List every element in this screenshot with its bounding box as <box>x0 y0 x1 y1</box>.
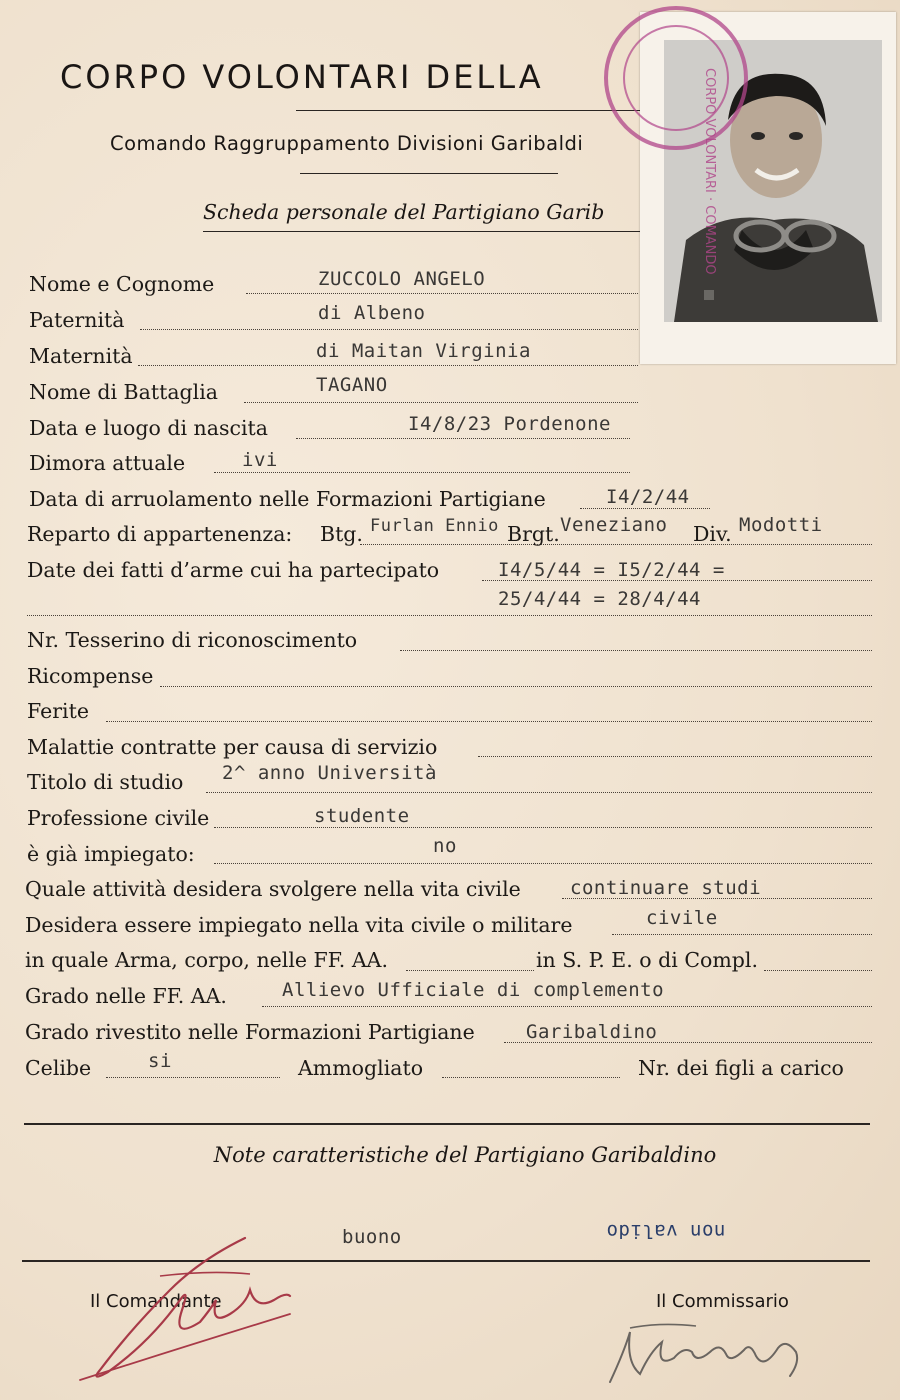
line-paternita <box>140 329 638 330</box>
label-fatti-arme: Date dei fatti d’arme cui ha partecipato <box>27 558 440 582</box>
label-arma: in quale Arma, corpo, nelle FF. AA. <box>25 948 388 972</box>
label-attivita: Quale attività desidera svolgere nella vita civile <box>25 877 521 901</box>
label-grado-partigiano: Grado rivestito nelle Formazioni Partigiane <box>25 1020 475 1044</box>
label-impiegato: è già impiegato: <box>27 842 195 866</box>
value-attivita: continuare studi <box>570 877 762 899</box>
value-impiegato: no <box>433 835 457 857</box>
line-spe <box>764 970 872 971</box>
label-ricompense: Ricompense <box>27 664 154 688</box>
line-maternita <box>138 365 638 366</box>
line-impiegato <box>214 863 872 864</box>
note-comment-right: non valido <box>606 1220 726 1242</box>
label-nome-battaglia: Nome di Battaglia <box>29 380 219 404</box>
label-reparto: Reparto di appartenenza: <box>27 522 293 546</box>
value-brgt: Veneziano <box>560 514 668 536</box>
document-title: CORPO VOLONTARI DELLA <box>60 58 544 96</box>
label-btg: Btg. <box>320 522 363 546</box>
value-data-nascita: I4/8/23 Pordenone <box>408 413 611 435</box>
value-grado-partigiano: Garibaldino <box>526 1021 658 1043</box>
label-comandante: Il Comandante <box>90 1291 222 1312</box>
label-figli: Nr. dei figli a carico <box>638 1056 844 1080</box>
value-fatti-arme-2: 25/4/44 = 28/4/44 <box>498 588 701 610</box>
stamp-text: CORPO VOLONTARI · COMANDO <box>702 68 717 275</box>
rubber-stamp-icon <box>596 0 756 275</box>
value-btg: Furlan Ennio <box>370 516 499 536</box>
heading-rule <box>203 231 640 232</box>
line-ferite <box>106 721 872 722</box>
comandante-signature-icon <box>60 1230 320 1390</box>
line-battaglia <box>244 402 638 403</box>
notes-heading: Note caratteristiche del Partigiano Garibaldino <box>213 1143 717 1167</box>
line-tesserino <box>400 650 872 651</box>
line-grado-ffaa <box>262 1006 872 1007</box>
line-civile-militare <box>612 934 872 935</box>
label-ferite: Ferite <box>27 699 89 723</box>
label-paternita: Paternità <box>29 308 125 332</box>
line-ricompense <box>160 686 872 687</box>
line-malattie <box>478 756 872 757</box>
value-dimora: ivi <box>242 449 278 471</box>
label-maternita: Maternità <box>29 344 133 368</box>
value-professione: studente <box>314 805 410 827</box>
notes-top-rule <box>24 1123 870 1125</box>
label-malattie: Malattie contratte per causa di servizio <box>27 735 438 759</box>
commissario-signature-icon <box>600 1312 820 1392</box>
line-celibe <box>106 1077 280 1078</box>
label-civile-militare: Desidera essere impiegato nella vita civile o militare <box>25 913 573 937</box>
value-nome-battaglia: TAGANO <box>316 374 388 396</box>
value-celibe: si <box>148 1050 172 1072</box>
label-data-nascita: Data e luogo di nascita <box>29 416 269 440</box>
value-paternita: di Albeno <box>318 302 426 324</box>
value-civile-militare: civile <box>646 907 718 929</box>
document-subtitle: Comando Raggruppamento Divisioni Garibaldi <box>110 132 584 155</box>
value-nome-cognome: ZUCCOLO ANGELO <box>318 268 486 290</box>
label-brgt: Brgt. <box>507 522 560 546</box>
line-arma <box>406 970 534 971</box>
note-comment-left: buono <box>342 1226 402 1248</box>
label-arruolamento: Data di arruolamento nelle Formazioni Partigiane <box>29 487 546 511</box>
value-grado-ffaa: Allievo Ufficiale di complemento <box>282 979 665 1001</box>
line-nascita <box>296 438 630 439</box>
label-celibe: Celibe <box>25 1056 92 1080</box>
label-ammogliato: Ammogliato <box>298 1056 424 1080</box>
line-fatti2 <box>27 615 872 616</box>
label-grado-ffaa: Grado nelle FF. AA. <box>25 984 227 1008</box>
line-arruolamento <box>580 508 710 509</box>
label-nome-cognome: Nome e Cognome <box>29 272 215 296</box>
value-div: Modotti <box>739 514 823 536</box>
line-dimora <box>214 472 630 473</box>
label-professione: Professione civile <box>27 806 210 830</box>
label-tesserino: Nr. Tesserino di riconoscimento <box>27 628 358 652</box>
line-nome <box>246 293 638 294</box>
value-maternita: di Maitan Virginia <box>316 340 531 362</box>
line-reparto <box>360 544 872 545</box>
subtitle-rule <box>300 173 558 174</box>
label-dimora: Dimora attuale <box>29 451 186 475</box>
label-spe: in S. P. E. o di Compl. <box>536 948 759 972</box>
line-professione <box>214 827 872 828</box>
value-arruolamento: I4/2/44 <box>606 486 690 508</box>
line-ammogliato <box>442 1077 620 1078</box>
label-div: Div. <box>693 522 732 546</box>
line-titolo <box>206 792 872 793</box>
label-titolo-studio: Titolo di studio <box>27 770 184 794</box>
value-fatti-arme-1: I4/5/44 = I5/2/44 = <box>498 559 725 581</box>
form-heading: Scheda personale del Partigiano Garib <box>203 200 605 224</box>
label-commissario: Il Commissario <box>656 1291 789 1312</box>
value-titolo-studio: 2^ anno Università <box>222 762 437 784</box>
